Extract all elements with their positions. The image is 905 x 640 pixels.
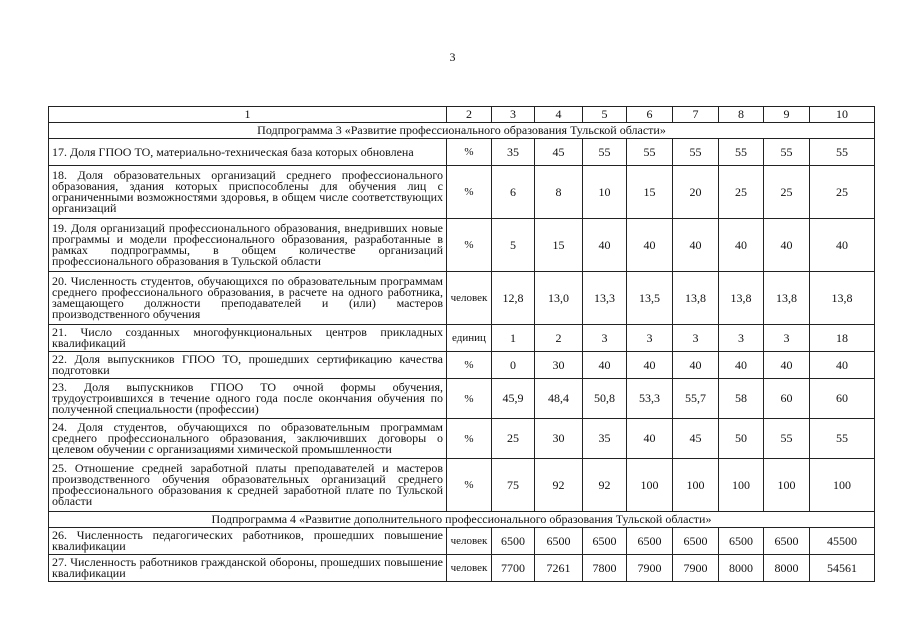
indicator-unit: % (447, 219, 492, 272)
indicator-value: 10 (583, 166, 627, 219)
column-header: 10 (810, 107, 875, 123)
indicator-value: 55 (764, 139, 810, 166)
indicator-value: 92 (583, 459, 627, 512)
indicator-value: 35 (583, 419, 627, 459)
section-title: Подпрограмма 4 «Развитие дополнительного профессионального образования Тульской области» (49, 512, 875, 528)
indicator-value: 0 (492, 352, 535, 379)
table-row (49, 352, 875, 379)
indicator-value: 5 (492, 219, 535, 272)
indicator-value: 3 (673, 325, 719, 352)
indicator-value: 7700 (492, 555, 535, 582)
indicator-value: 55 (673, 139, 719, 166)
indicator-value: 40 (583, 352, 627, 379)
indicator-description: 22. Доля выпускников ГПОО ТО, прошедших сертификацию качества подготовки (49, 352, 447, 379)
indicator-value: 60 (764, 379, 810, 419)
indicator-value: 35 (492, 139, 535, 166)
indicator-value: 13,0 (535, 272, 583, 325)
indicator-value: 40 (627, 352, 673, 379)
indicator-value: 40 (673, 219, 719, 272)
indicator-value: 40 (810, 352, 875, 379)
indicator-value: 15 (627, 166, 673, 219)
indicator-value: 13,5 (627, 272, 673, 325)
indicator-value: 2 (535, 325, 583, 352)
indicator-value: 50 (719, 419, 764, 459)
table-row (49, 166, 875, 219)
indicator-value: 45 (673, 419, 719, 459)
indicator-value: 25 (810, 166, 875, 219)
indicator-value: 15 (535, 219, 583, 272)
table-row (49, 325, 875, 352)
indicator-value: 45,9 (492, 379, 535, 419)
column-header: 6 (627, 107, 673, 123)
indicator-value: 3 (583, 325, 627, 352)
indicator-value: 13,8 (719, 272, 764, 325)
indicator-value: 6500 (719, 528, 764, 555)
indicator-value: 40 (764, 352, 810, 379)
indicator-value: 55 (627, 139, 673, 166)
table-row (49, 528, 875, 555)
column-header: 3 (492, 107, 535, 123)
indicator-value: 54561 (810, 555, 875, 582)
indicator-value: 40 (719, 219, 764, 272)
indicator-value: 6500 (583, 528, 627, 555)
indicator-value: 60 (810, 379, 875, 419)
table-row (49, 419, 875, 459)
column-header: 4 (535, 107, 583, 123)
indicator-value: 25 (719, 166, 764, 219)
indicator-value: 25 (492, 419, 535, 459)
indicator-description: 27. Численность работников гражданской обороны, прошедших повышение квалификации (49, 555, 447, 582)
indicator-value: 25 (764, 166, 810, 219)
indicator-value: 92 (535, 459, 583, 512)
column-header: 1 (49, 107, 447, 123)
indicator-value: 8000 (719, 555, 764, 582)
indicator-value: 48,4 (535, 379, 583, 419)
indicator-description: 24. Доля студентов, обучающихся по образовательным программам среднего профессионального образования, заключивших договоры о целевом обучении с организациями химической промышленности (49, 419, 447, 459)
indicator-value: 40 (764, 219, 810, 272)
indicator-value: 45500 (810, 528, 875, 555)
indicator-value: 13,8 (810, 272, 875, 325)
indicator-value: 100 (673, 459, 719, 512)
indicator-unit: % (447, 139, 492, 166)
indicator-value: 40 (810, 219, 875, 272)
indicator-value: 30 (535, 352, 583, 379)
indicator-value: 75 (492, 459, 535, 512)
indicator-value: 100 (719, 459, 764, 512)
indicator-value: 100 (764, 459, 810, 512)
indicator-value: 100 (810, 459, 875, 512)
indicator-value: 3 (627, 325, 673, 352)
indicator-value: 6500 (627, 528, 673, 555)
table-row (49, 219, 875, 272)
indicator-value: 13,8 (764, 272, 810, 325)
indicator-unit: % (447, 166, 492, 219)
indicator-value: 40 (673, 352, 719, 379)
indicator-value: 8000 (764, 555, 810, 582)
indicator-value: 6500 (764, 528, 810, 555)
indicator-value: 7800 (583, 555, 627, 582)
indicator-value: 3 (719, 325, 764, 352)
indicator-value: 55 (810, 139, 875, 166)
indicator-value: 20 (673, 166, 719, 219)
table-header-row (49, 107, 875, 123)
table-row (49, 555, 875, 582)
indicator-value: 45 (535, 139, 583, 166)
indicator-value: 30 (535, 419, 583, 459)
indicator-value: 40 (627, 419, 673, 459)
indicator-description: 19. Доля организаций профессионального образования, внедривших новые программы и модели профессионального образования, разработанные в рамках подпрограммы, в общем количестве организаций профессионального образования в Тульской области (49, 219, 447, 272)
indicator-value: 55 (583, 139, 627, 166)
indicator-description: 26. Численность педагогических работников, прошедших повышение квалификации (49, 528, 447, 555)
indicator-value: 6500 (492, 528, 535, 555)
indicator-value: 8 (535, 166, 583, 219)
indicator-unit: % (447, 352, 492, 379)
indicator-unit: человек (447, 528, 492, 555)
table-row (49, 379, 875, 419)
indicator-value: 3 (764, 325, 810, 352)
indicator-value: 40 (719, 352, 764, 379)
indicator-value: 18 (810, 325, 875, 352)
indicator-unit: человек (447, 555, 492, 582)
indicator-value: 7900 (673, 555, 719, 582)
indicator-description: 25. Отношение средней заработной платы преподавателей и мастеров производственного обучения образовательных организаций среднего профессионального образования к средней заработной плате по Тульской области (49, 459, 447, 512)
column-header: 5 (583, 107, 627, 123)
indicator-value: 55,7 (673, 379, 719, 419)
indicator-unit: человек (447, 272, 492, 325)
indicator-value: 6500 (673, 528, 719, 555)
indicator-description: 21. Число созданных многофункциональных центров прикладных квалификаций (49, 325, 447, 352)
section-title: Подпрограмма 3 «Развитие профессионального образования Тульской области» (49, 123, 875, 139)
indicator-value: 55 (764, 419, 810, 459)
indicator-value: 6500 (535, 528, 583, 555)
indicator-description: 20. Численность студентов, обучающихся по образовательным программам среднего профессионального образования, в расчете на одного работника, замещающего должности преподавателей и (или) мастеров производственного обучения (49, 272, 447, 325)
section-title-row (49, 512, 875, 528)
indicator-unit: единиц (447, 325, 492, 352)
indicator-unit: % (447, 379, 492, 419)
column-header: 9 (764, 107, 810, 123)
indicator-value: 6 (492, 166, 535, 219)
indicator-unit: % (447, 419, 492, 459)
indicator-description: 18. Доля образовательных организаций среднего профессионального образования, здания которых приспособлены для обучения лиц с ограниченными возможностями здоровья, в общем числе соответствующих организаций (49, 166, 447, 219)
indicator-value: 58 (719, 379, 764, 419)
page-number: 3 (449, 50, 456, 64)
indicator-description: 23. Доля выпускников ГПОО ТО очной формы обучения, трудоустроившихся в течение одного года после окончания обучения по полученной специальности (профессии) (49, 379, 447, 419)
column-header: 7 (673, 107, 719, 123)
column-header: 2 (447, 107, 492, 123)
indicator-value: 13,8 (673, 272, 719, 325)
column-header: 8 (719, 107, 764, 123)
indicator-value: 12,8 (492, 272, 535, 325)
indicator-value: 55 (719, 139, 764, 166)
indicator-unit: % (447, 459, 492, 512)
indicator-description: 17. Доля ГПОО ТО, материально-техническая база которых обновлена (49, 139, 447, 166)
table-body (49, 107, 875, 582)
indicator-value: 40 (627, 219, 673, 272)
indicator-value: 1 (492, 325, 535, 352)
indicator-value: 50,8 (583, 379, 627, 419)
indicator-value: 40 (583, 219, 627, 272)
table-row (49, 459, 875, 512)
table-row (49, 139, 875, 166)
indicator-value: 13,3 (583, 272, 627, 325)
table-row (49, 272, 875, 325)
indicator-value: 55 (810, 419, 875, 459)
indicator-value: 53,3 (627, 379, 673, 419)
section-title-row (49, 123, 875, 139)
indicator-value: 7900 (627, 555, 673, 582)
indicator-value: 7261 (535, 555, 583, 582)
indicator-value: 100 (627, 459, 673, 512)
indicators-table (48, 106, 875, 582)
